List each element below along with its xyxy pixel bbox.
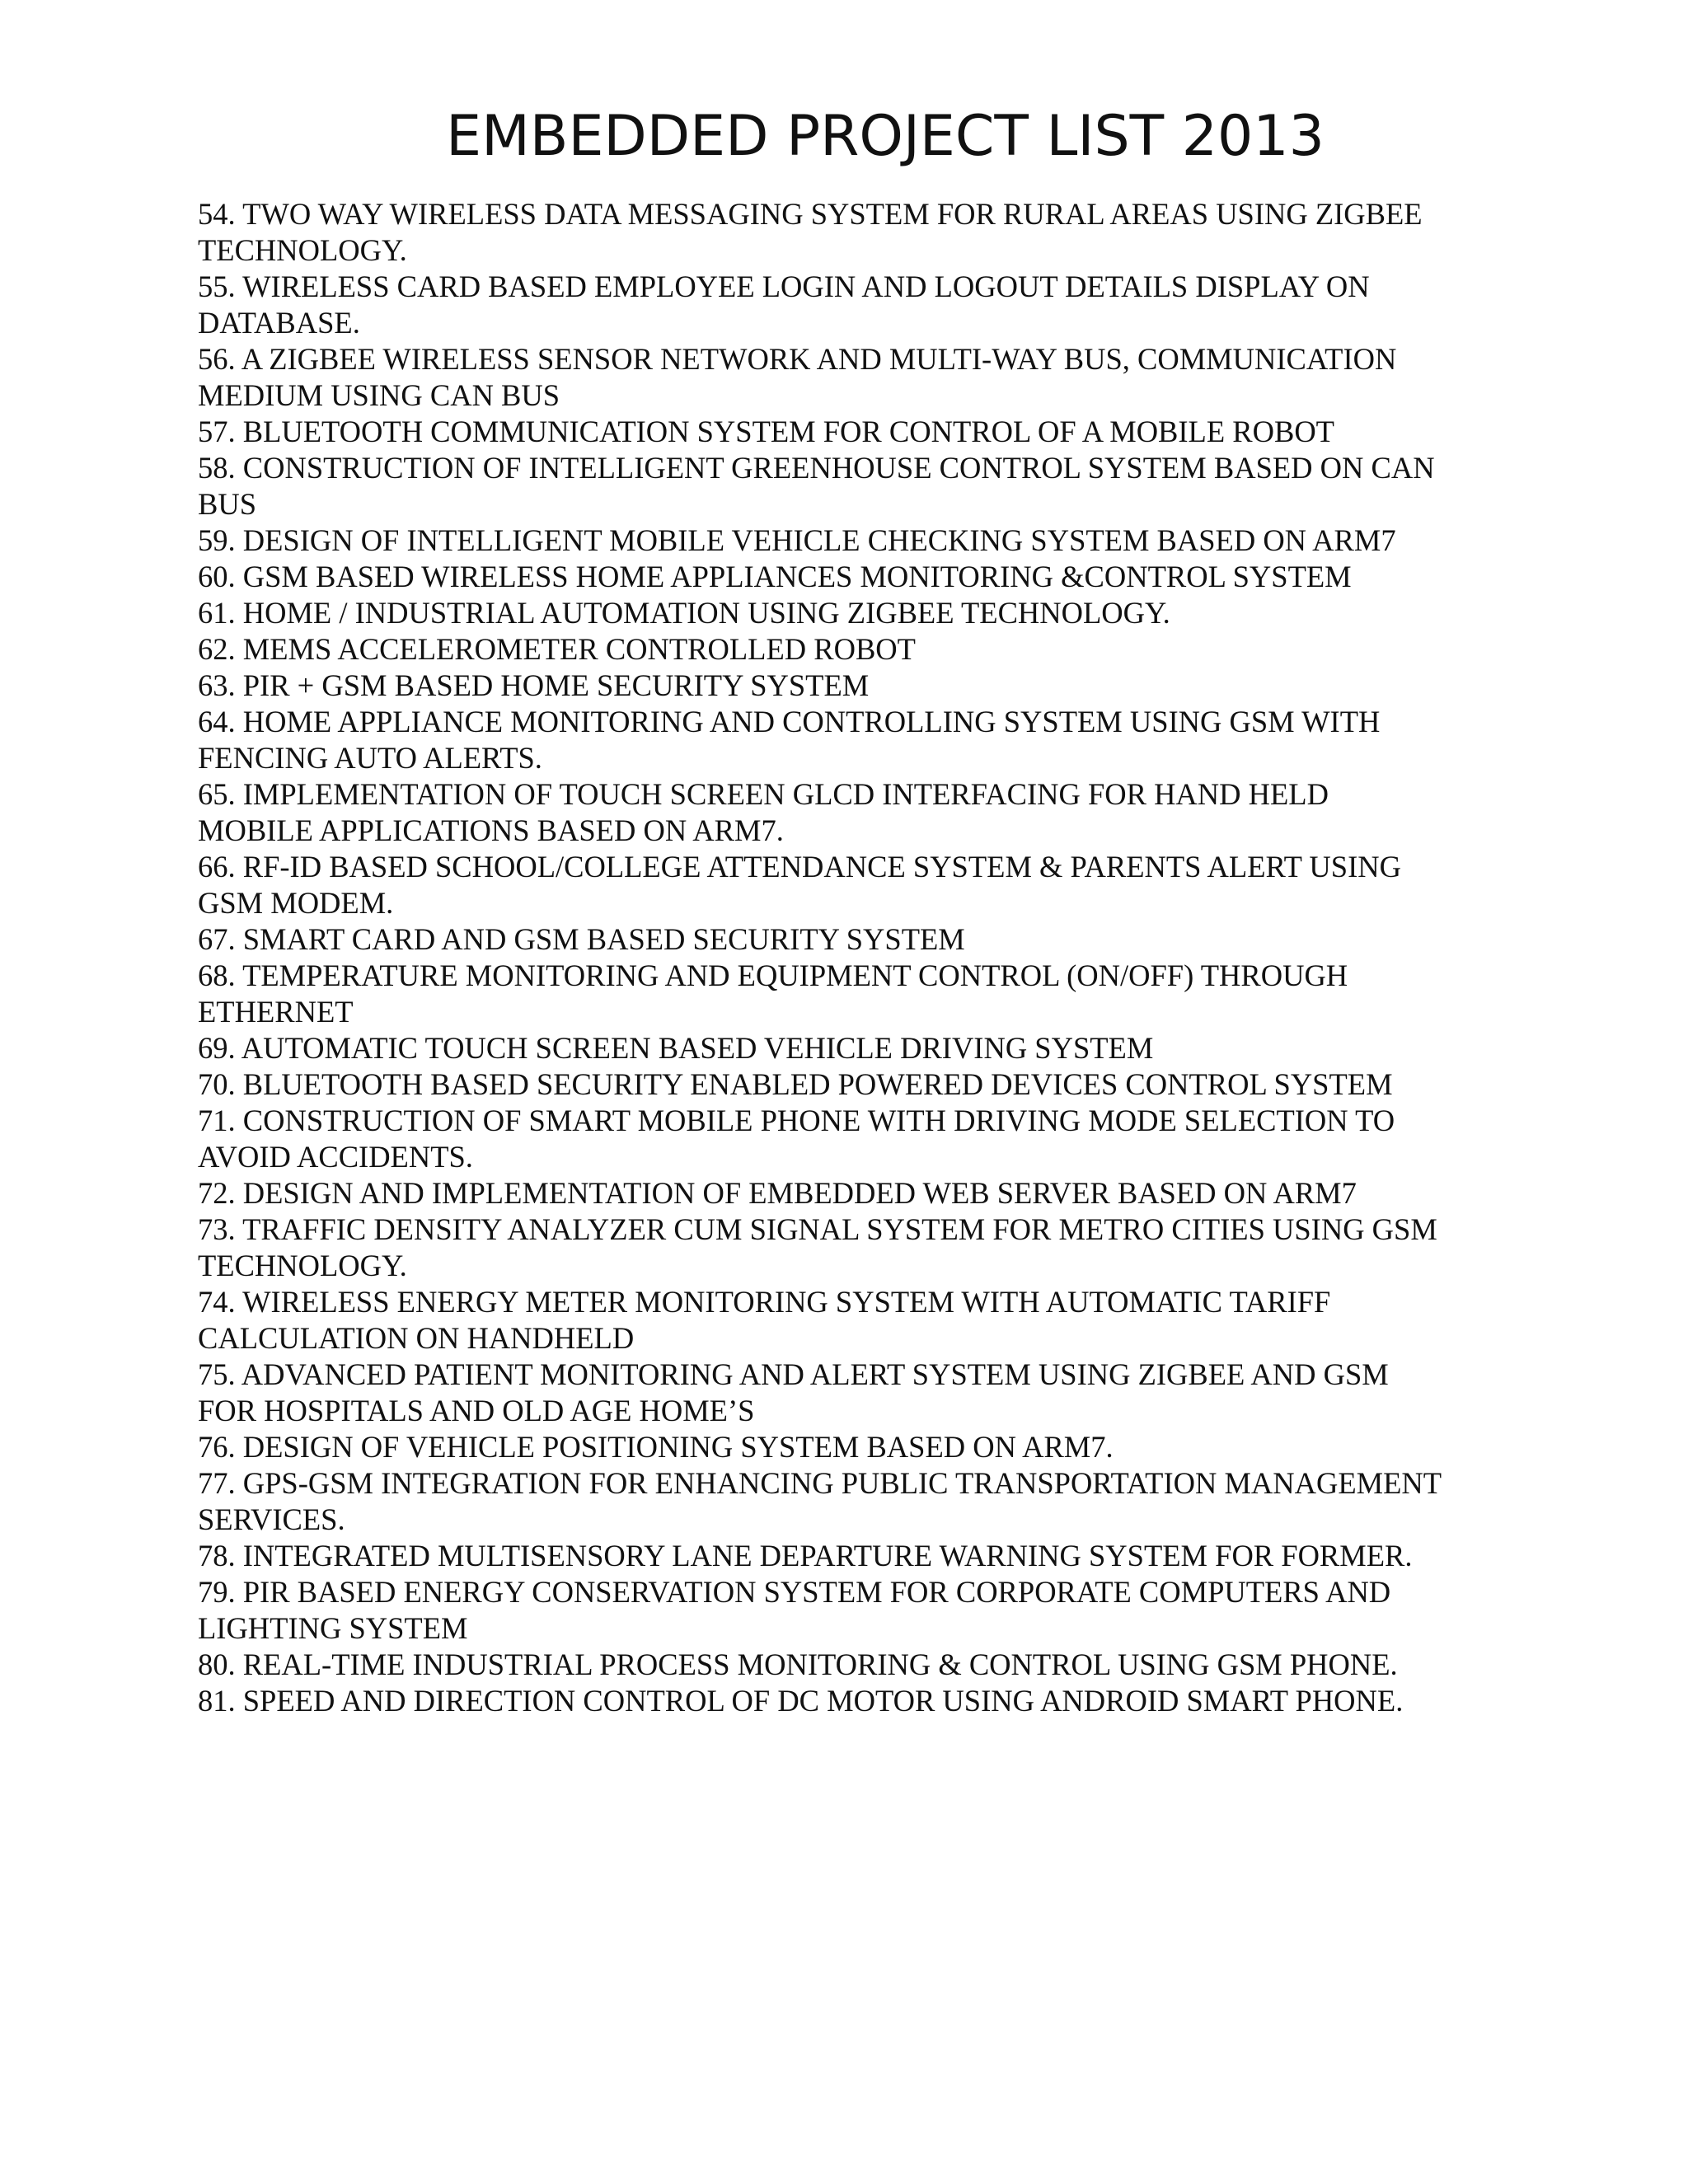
- list-item: 55. WIRELESS CARD BASED EMPLOYEE LOGIN AND LOGOUT DETAILS DISPLAY ON DATABASE.: [198, 269, 1370, 340]
- list-item: 79. PIR BASED ENERGY CONSERVATION SYSTEM FOR CORPORATE COMPUTERS AND LIGHTING SYSTEM: [198, 1575, 1391, 1645]
- list-item: 81. SPEED AND DIRECTION CONTROL OF DC MOTOR USING ANDROID SMART PHONE.: [198, 1684, 1404, 1718]
- list-item: 74. WIRELESS ENERGY METER MONITORING SYSTEM WITH AUTOMATIC TARIFF CALCULATION ON HANDHELD: [198, 1285, 1331, 1355]
- list-item: 70. BLUETOOTH BASED SECURITY ENABLED POWERED DEVICES CONTROL SYSTEM: [198, 1067, 1393, 1101]
- list-item: 59. DESIGN OF INTELLIGENT MOBILE VEHICLE CHECKING SYSTEM BASED ON ARM7: [198, 523, 1396, 557]
- list-item: 64. HOME APPLIANCE MONITORING AND CONTROLLING SYSTEM USING GSM WITH FENCING AUTO ALERTS.: [198, 705, 1381, 775]
- list-item: 72. DESIGN AND IMPLEMENTATION OF EMBEDDED WEB SERVER BASED ON ARM7: [198, 1176, 1357, 1210]
- page-title: EMBEDDED PROJECT LIST 2013: [446, 104, 1325, 169]
- list-item: 71. CONSTRUCTION OF SMART MOBILE PHONE WITH DRIVING MODE SELECTION TO AVOID ACCIDENTS.: [198, 1104, 1395, 1174]
- list-item: 65. IMPLEMENTATION OF TOUCH SCREEN GLCD INTERFACING FOR HAND HELD MOBILE APPLICATIONS BASED ON ARM7.: [198, 777, 1329, 847]
- list-item: 62. MEMS ACCELEROMETER CONTROLLED ROBOT: [198, 632, 916, 666]
- list-item: 77. GPS-GSM INTEGRATION FOR ENHANCING PUBLIC TRANSPORTATION MANAGEMENT SERVICES.: [198, 1466, 1442, 1536]
- list-item: 57. BLUETOOTH COMMUNICATION SYSTEM FOR CONTROL OF A MOBILE ROBOT: [198, 415, 1334, 448]
- list-item: 58. CONSTRUCTION OF INTELLIGENT GREENHOUSE CONTROL SYSTEM BASED ON CAN BUS: [198, 451, 1435, 521]
- list-item: 54. TWO WAY WIRELESS DATA MESSAGING SYSTEM FOR RURAL AREAS USING ZIGBEE TECHNOLOGY.: [198, 197, 1423, 267]
- list-item: 66. RF-ID BASED SCHOOL/COLLEGE ATTENDANCE SYSTEM & PARENTS ALERT USING GSM MODEM.: [198, 850, 1401, 920]
- list-item: 60. GSM BASED WIRELESS HOME APPLIANCES MONITORING &CONTROL SYSTEM: [198, 560, 1352, 593]
- list-item: 68. TEMPERATURE MONITORING AND EQUIPMENT CONTROL (ON/OFF) THROUGH ETHERNET: [198, 958, 1348, 1029]
- list-item: 78. INTEGRATED MULTISENSORY LANE DEPARTURE WARNING SYSTEM FOR FORMER.: [198, 1539, 1413, 1572]
- project-list: [198, 196, 1451, 1719]
- list-item: 61. HOME / INDUSTRIAL AUTOMATION USING ZIGBEE TECHNOLOGY.: [198, 596, 1170, 630]
- list-item: 67. SMART CARD AND GSM BASED SECURITY SYSTEM: [198, 922, 965, 956]
- list-item: 80. REAL-TIME INDUSTRIAL PROCESS MONITORING & CONTROL USING GSM PHONE.: [198, 1647, 1398, 1681]
- list-item: 73. TRAFFIC DENSITY ANALYZER CUM SIGNAL SYSTEM FOR METRO CITIES USING GSM TECHNOLOGY.: [198, 1212, 1437, 1282]
- list-item: 75. ADVANCED PATIENT MONITORING AND ALERT SYSTEM USING ZIGBEE AND GSM FOR HOSPITALS AND OLD AGE HOME’S: [198, 1357, 1389, 1427]
- list-item: 63. PIR + GSM BASED HOME SECURITY SYSTEM: [198, 668, 870, 702]
- list-item: 69. AUTOMATIC TOUCH SCREEN BASED VEHICLE DRIVING SYSTEM: [198, 1031, 1154, 1065]
- list-item: 76. DESIGN OF VEHICLE POSITIONING SYSTEM BASED ON ARM7.: [198, 1430, 1114, 1464]
- list-item: 56. A ZIGBEE WIRELESS SENSOR NETWORK AND MULTI-WAY BUS, COMMUNICATION MEDIUM USING CAN BUS: [198, 342, 1397, 412]
